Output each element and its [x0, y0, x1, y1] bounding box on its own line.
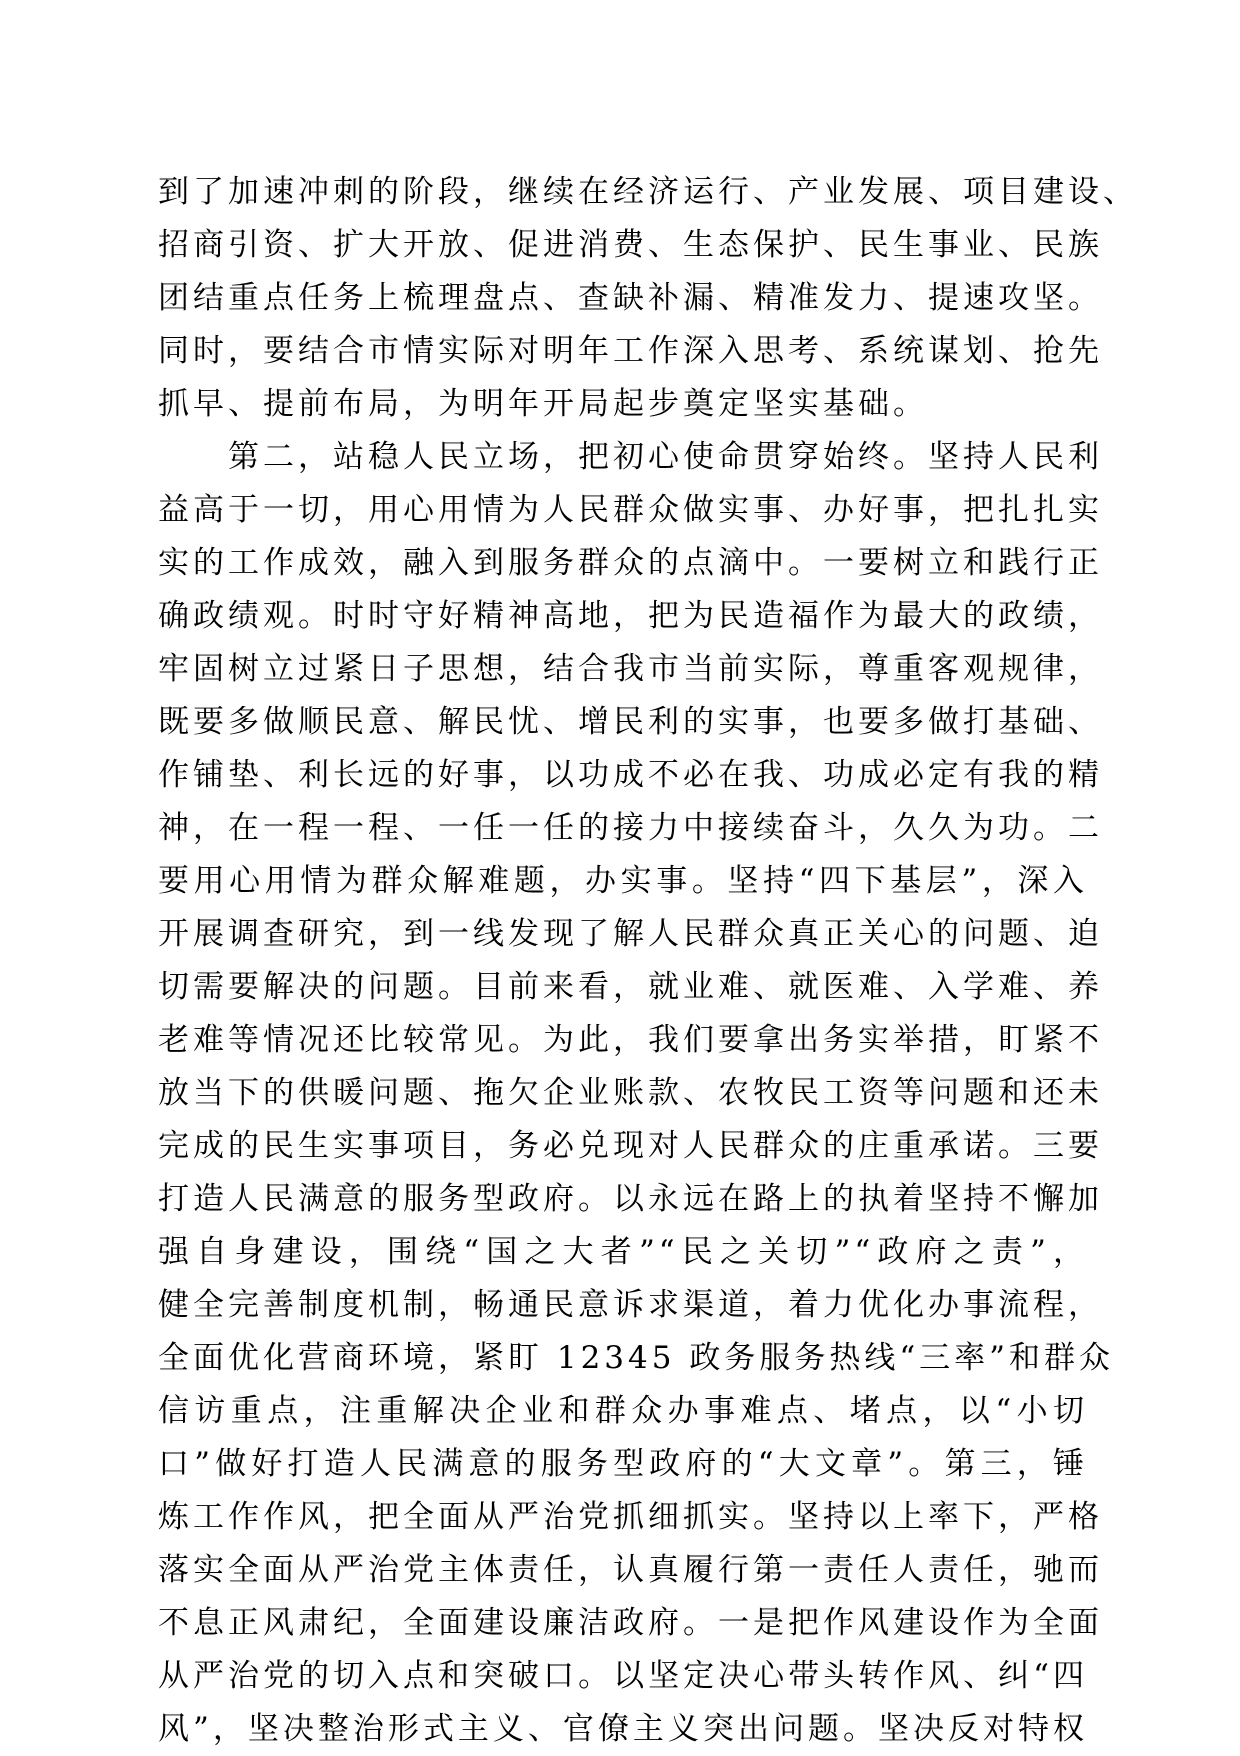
text-line: 抓早、提前布局，为明年开局起步奠定坚实基础。: [158, 386, 928, 422]
text-line: 同时，要结合市情实际对明年工作深入思考、系统谋划、抢先: [158, 333, 1103, 369]
text-line: 信访重点，注重解决企业和群众办事难点、堵点，以“小切: [158, 1393, 1088, 1429]
text-line: 神，在一程一程、一任一任的接力中接续奋斗，久久为功。二: [158, 810, 1103, 846]
text-line: 益高于一切，用心用情为人民群众做实事、办好事，把扎扎实: [158, 492, 1103, 528]
text-line: 全面优化营商环境，紧盯 12345 政务服务热线“三率”和群众: [158, 1340, 1115, 1376]
text-line: 牢固树立过紧日子思想，结合我市当前实际，尊重客观规律，: [158, 651, 1103, 687]
text-line: 风”，坚决整治形式主义、官僚主义突出问题。坚决反对特权: [158, 1711, 1088, 1747]
text-line: 招商引资、扩大开放、促进消费、生态保护、民生事业、民族: [158, 227, 1103, 263]
text-line: 打造人民满意的服务型政府。以永远在路上的执着坚持不懈加: [158, 1181, 1103, 1217]
text-line: 强自身建设，围绕“国之大者”“民之关切”“政府之责”，: [158, 1234, 1088, 1270]
text-line: 实的工作成效，融入到服务群众的点滴中。一要树立和践行正: [158, 545, 1103, 581]
text-line: 作铺垫、利长远的好事，以功成不必在我、功成必定有我的精: [158, 757, 1103, 793]
text-line: 要用心用情为群众解难题，办实事。坚持“四下基层”，深入: [158, 863, 1088, 899]
text-line: 确政绩观。时时守好精神高地，把为民造福作为最大的政绩，: [158, 598, 1103, 634]
text-line: 健全完善制度机制，畅通民意诉求渠道，着力优化办事流程，: [158, 1287, 1103, 1323]
text-line: 既要多做顺民意、解民忧、增民利的实事，也要多做打基础、: [158, 704, 1103, 740]
text-line: 完成的民生实事项目，务必兑现对人民群众的庄重承诺。三要: [158, 1128, 1103, 1164]
text-line: 不息正风肃纪，全面建设廉洁政府。一是把作风建设作为全面: [158, 1605, 1103, 1641]
text-line: 从严治党的切入点和突破口。以坚定决心带头转作风、纠“四: [158, 1658, 1088, 1694]
text-line: 口”做好打造人民满意的服务型政府的“大文章”。第三，锤: [158, 1446, 1088, 1482]
text-line: 团结重点任务上梳理盘点、查缺补漏、精准发力、提速攻坚。: [158, 280, 1103, 316]
text-line: 老难等情况还比较常见。为此，我们要拿出务实举措，盯紧不: [158, 1022, 1103, 1058]
text-line: 到了加速冲刺的阶段，继续在经济运行、产业发展、项目建设、: [158, 174, 1138, 210]
text-line: 炼工作作风，把全面从严治党抓细抓实。坚持以上率下，严格: [158, 1499, 1103, 1535]
text-line: 开展调查研究，到一线发现了解人民群众真正关心的问题、迫: [158, 916, 1103, 952]
text-line: 切需要解决的问题。目前来看，就业难、就医难、入学难、养: [158, 969, 1103, 1005]
document-body: [158, 166, 1138, 1756]
text-line: 放当下的供暖问题、拖欠企业账款、农牧民工资等问题和还未: [158, 1075, 1103, 1111]
text-line: 落实全面从严治党主体责任，认真履行第一责任人责任，驰而: [158, 1552, 1103, 1588]
paragraph-start-line: 第二，站稳人民立场，把初心使命贯穿始终。坚持人民利: [228, 439, 1103, 475]
